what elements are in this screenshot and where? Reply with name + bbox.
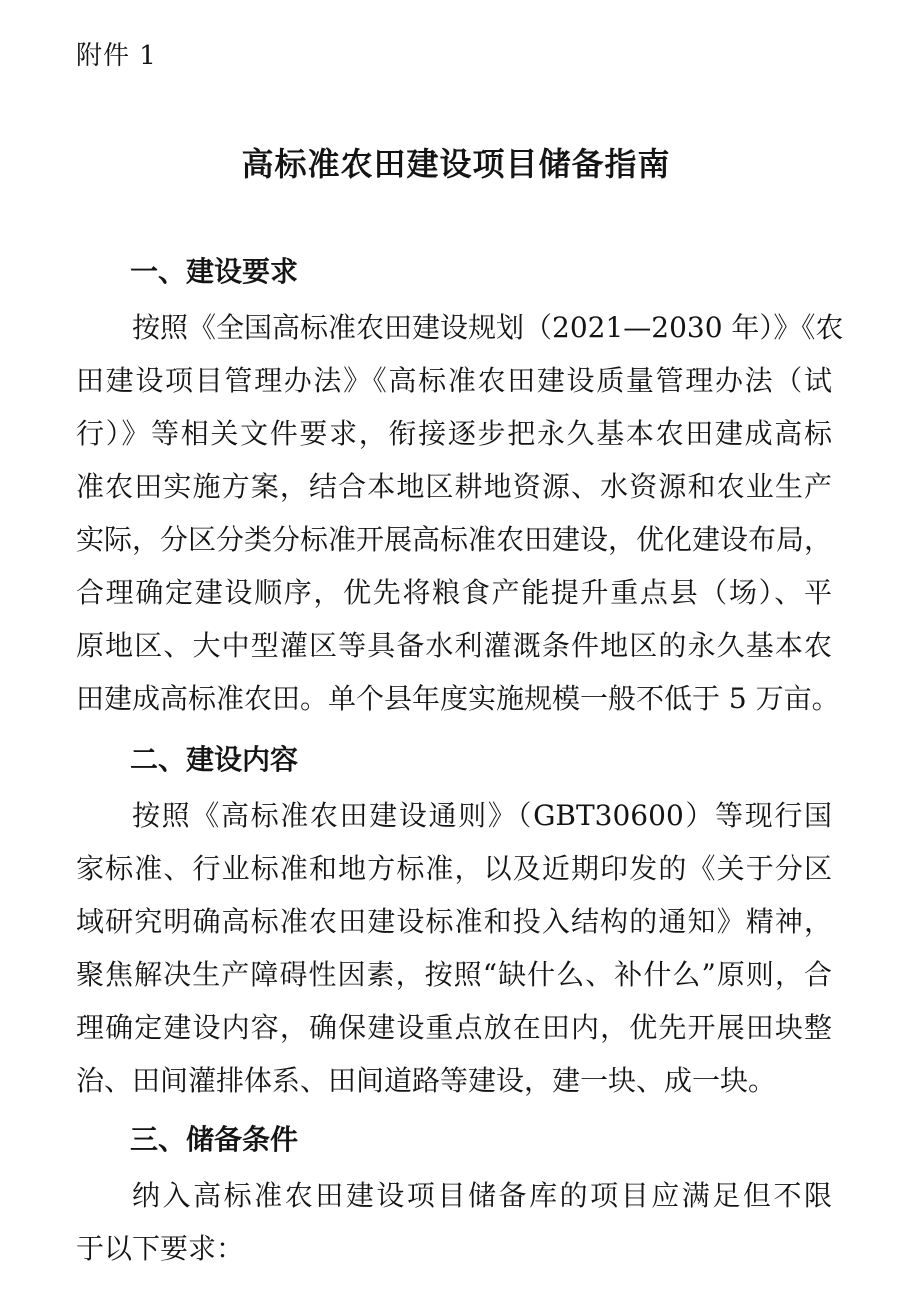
paragraph-line: 纳入高标准农田建设项目储备库的项目应满足但不限 [132,1179,832,1212]
section-heading-requirements: 一、建设要求 [130,255,299,288]
section-heading-content: 二、建设内容 [130,743,299,776]
paragraph-line: 聚焦解决生产障碍性因素，按照“缺什么、补什么”原则，合 [76,958,832,991]
paragraph-line: 行）》等相关文件要求，衔接逐步把永久基本农田建成高标 [76,417,832,450]
paragraph-line: 按照《全国高标准农田建设规划（2021—2030 年）》《农 [132,311,844,344]
paragraph-line: 于以下要求： [76,1232,245,1265]
paragraph-line: 按照《高标准农田建设通则》（GBT30600）等现行国 [132,799,832,832]
paragraph-line: 家标准、行业标准和地方标准，以及近期印发的《关于分区 [76,852,832,885]
paragraph-line: 原地区、大中型灌区等具备水利灌溉条件地区的永久基本农 [76,629,832,662]
paragraph-line: 实际，分区分类分标准开展高标准农田建设，优化建设布局， [76,523,833,556]
paragraph-line: 域研究明确高标准农田建设标准和投入结构的通知》精神， [76,905,832,938]
paragraph-line: 理确定建设内容，确保建设重点放在田内，优先开展田块整 [76,1011,832,1044]
paragraph-line: 田建成高标准农田。单个县年度实施规模一般不低于 5 万亩。 [76,682,840,715]
paragraph-line: 田建设项目管理办法》《高标准农田建设质量管理办法（试 [76,364,832,397]
attachment-label: 附件 1 [76,41,157,71]
section-heading-conditions: 三、储备条件 [130,1123,299,1156]
paragraph-line: 合理确定建设顺序，优先将粮食产能提升重点县（场）、平 [76,576,832,609]
paragraph-line: 治、田间灌排体系、田间道路等建设，建一块、成一块。 [76,1064,777,1097]
paragraph-line: 准农田实施方案，结合本地区耕地资源、水资源和农业生产 [76,470,832,503]
document-title: 高标准农田建设项目储备指南 [241,145,671,183]
